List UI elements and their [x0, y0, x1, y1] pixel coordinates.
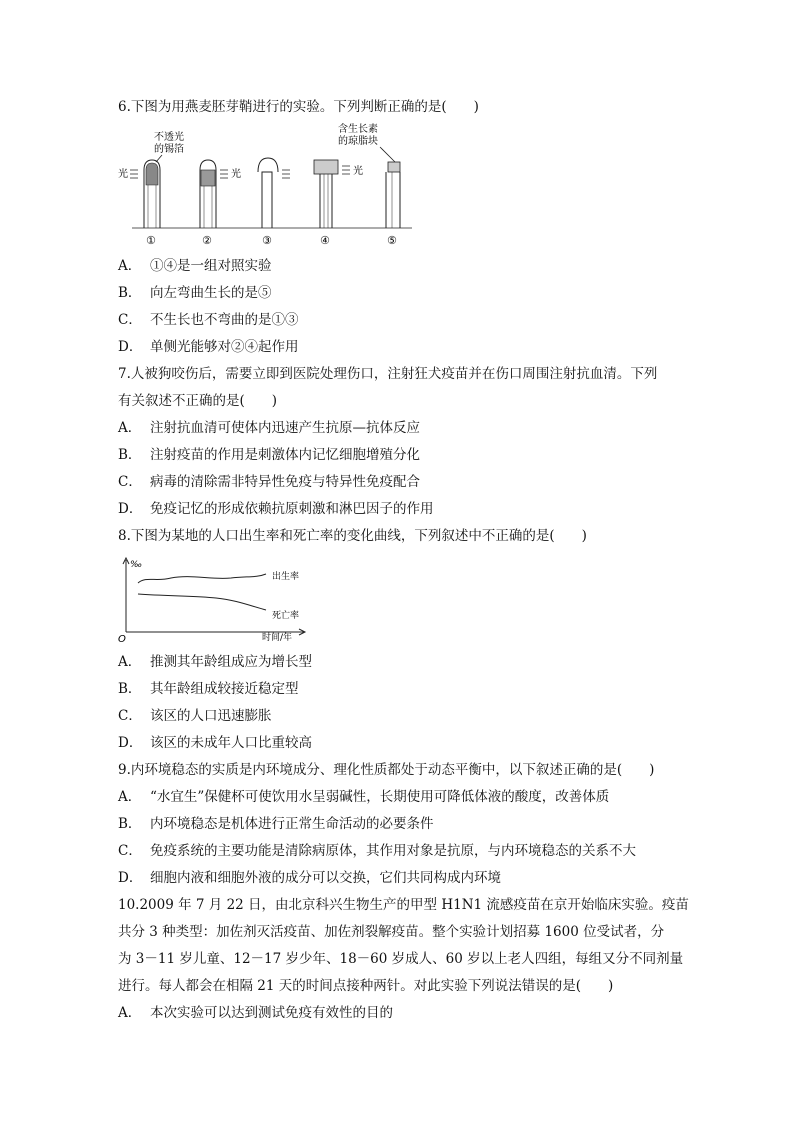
q6-option-d: D． 单侧光能够对②④起作用 [118, 339, 299, 355]
agar-label-line2: 的琼脂块 [338, 136, 378, 147]
agar-label-line1: 含生长素 [338, 124, 378, 135]
coleoptile-5 [386, 162, 400, 228]
foil-label-line2: 的锡箔 [154, 144, 184, 155]
y-axis-unit: ‰ [130, 560, 143, 570]
q9-option-b: B． 内环境稳态是机体进行正常生命活动的必要条件 [118, 816, 434, 832]
birth-rate-curve [138, 574, 266, 583]
q8-option-c: C． 该区的人口迅速膨胀 [118, 708, 272, 724]
coleoptile-4 [314, 160, 363, 228]
coleoptile-3 [258, 158, 290, 228]
q6-option-b: B． 向左弯曲生长的是⑤ [118, 285, 272, 301]
question-7-stem-line2: 有关叙述不正确的是( ) [118, 393, 278, 409]
birth-rate-label: 出生率 [272, 572, 300, 582]
q9-option-d: D． 细胞内液和细胞外液的成分可以交换，它们共同构成内环境 [118, 870, 501, 886]
question-8-stem: 8.下图为某地的人口出生率和死亡率的变化曲线，下列叙述中不正确的是( ) [118, 528, 587, 544]
q6-option-a: A． ①④是一组对照实验 [118, 258, 272, 274]
death-rate-label: 死亡率 [272, 611, 300, 621]
q8-option-b: B． 其年龄组成较接近稳定型 [118, 681, 299, 697]
q7-option-d: D． 免疫记忆的形成依赖抗原刺激和淋巴因子的作用 [118, 501, 434, 517]
question-10-stem-line2: 共分 3 种类型：加佐剂灭活疫苗、加佐剂裂解疫苗。整个实验计划招募 1600 位受试者，分 [118, 924, 665, 940]
q7-option-a: A． 注射抗血清可使体内迅速产生抗原—抗体反应 [118, 420, 420, 436]
q10-option-a: A． 本次实验可以达到测试免疫有效性的目的 [118, 1005, 393, 1021]
q7-option-b: B． 注射疫苗的作用是刺激体内记忆细胞增殖分化 [118, 447, 420, 463]
light-label-1: 光 [118, 169, 128, 180]
birth-death-rate-chart [116, 554, 316, 644]
coleoptile-experiment-figure [112, 120, 412, 250]
figure-number-5: ⑤ [387, 234, 397, 247]
question-10-stem-line3: 为 3－11 岁儿童、12－17 岁少年、18－60 岁成人、60 岁以上老人四组，每组又分不同剂量 [118, 951, 684, 967]
q9-option-c: C． 免疫系统的主要功能是清除病原体，其作用对象是抗原，与内环境稳态的关系不大 [118, 843, 636, 859]
foil-label-line1: 不透光 [154, 132, 184, 143]
q8-option-d: D． 该区的未成年人口比重较高 [118, 735, 312, 751]
question-6-stem: 6.下图为用燕麦胚芽鞘进行的实验。下列判断正确的是( ) [118, 99, 479, 115]
coleoptile-1 [118, 160, 160, 228]
question-9-stem: 9.内环境稳态的实质是内环境成分、理化性质都处于动态平衡中，以下叙述正确的是( ) [118, 762, 655, 778]
chart-origin: O [118, 634, 126, 644]
coleoptile-2 [200, 160, 241, 228]
q8-option-a: A． 推测其年龄组成应为增长型 [118, 654, 312, 670]
question-7-stem-line1: 7.人被狗咬伤后，需要立即到医院处理伤口，注射狂犬疫苗并在伤口周围注射抗血清。下列 [118, 366, 658, 382]
x-axis-label: 时间/年 [262, 633, 293, 643]
figure-number-1: ① [146, 234, 156, 247]
death-rate-curve [138, 594, 266, 610]
question-10-stem-line1: 10.2009 年 7 月 22 日，由北京科兴生物生产的甲型 H1N1 流感疫苗在京开始临床实验。疫苗 [118, 897, 689, 913]
figure-number-4: ④ [320, 234, 330, 247]
light-label-4: 光 [353, 166, 363, 177]
q9-option-a: A． “水宜生”保健杯可使饮用水呈弱碱性，长期使用可降低体液的酸度，改善体质 [118, 789, 610, 805]
figure-number-2: ② [202, 234, 212, 247]
q6-option-c: C． 不生长也不弯曲的是①③ [118, 312, 299, 328]
figure-number-3: ③ [262, 234, 272, 247]
light-label-2: 光 [231, 169, 241, 180]
q7-option-c: C． 病毒的清除需非特异性免疫与特异性免疫配合 [118, 474, 420, 490]
question-10-stem-line4: 进行。每人都会在相隔 21 天的时间点接种两针。对此实验下列说法错误的是( ) [118, 978, 614, 994]
